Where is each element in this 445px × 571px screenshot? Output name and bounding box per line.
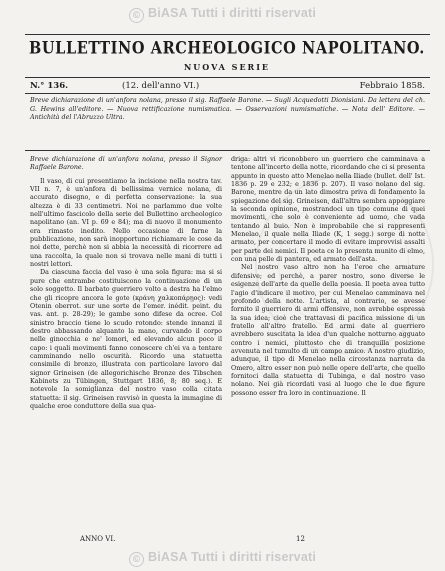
watermark-bottom: [0, 550, 445, 567]
issue-year: (12. dell'anno VI.): [122, 81, 200, 91]
watermark-top: [0, 6, 445, 23]
paragraph: Da ciascuna faccia del vaso è una sola figura: ma si si pure che entrambe costituiscono la continuazione di un solo soggetto. Il barbato guerriero volto a destra ha l'elmo che gli ricopre ancora le gote (κράνη χαλκοπάρῃος): vedi Otenin oberrot. sur une sorte de l'emer. inédit. peint. du vas. ant. p. 28-29); le gambe sono difese da ocree. Col sinistro braccio tiene lo scudo rotondo: stende innanzi il destro abbassando alquanto la mano, curvando il corpo nelle ginocchia e ne' lomori, ed elevando alcun poco il capo: i quali movimenti fanno conoscere ch'ei va a tentare camminando nello oscurità. Ricordo una statuetta consimile di bronzo, illustrata con particolare lavoro dal signor Grineisen (de allegorichische Bronze des Tibschen Kabinets zu Tübingen, Stuttgart 1836, 8; 80 seq.). E notevole la somiglianza del nostro vaso colla citata statuetta: il sig. Grineisen ravvisò in questa la immagine di qualche eroe conduttore della sua qua-: [30, 269, 222, 410]
copyright-icon: ©: [129, 8, 144, 23]
paragraph: Il vaso, di cui presentiamo la incisione nella nostra tav. VII n. 7, è un'anfora di bellissima vernice nolana, di accurato disegno, e di perfetta conservazione: la sua altezza è di 33 centimetri. Noi ne parlammo due volte nell'ultimo fascicolo della serie del Bullettino archeologico napolitano (an. VI p. 69 e 84); ma di nuovo il monumento era rimasto inedito. Nello occasione di farne la pubblicazione, non sarà inopportuno richiamare le cose da noi dette, perchè non si abbia la necessità di ricorrere ad una raccolta, la quale non si trovava nelle mani di tutti i nostri lettori.: [30, 177, 222, 269]
issue-line: [30, 81, 425, 91]
watermark-bottom-text: BiASA Tutti i diritti riservati: [147, 550, 317, 564]
issue-number: N.° 136.: [30, 81, 69, 91]
page-title: BULLETTINO ARCHEOLOGICO NAPOLITANO.: [29, 38, 425, 59]
issue-date: Febbraio 1858.: [359, 81, 425, 91]
paragraph: Nel nostro vaso altro non ha l'eroe che armature difensive; ed perchè, a parer nostro, sono diverse le esigenze dell'arte da quelle della poesia. Il poeta avea tutto l'agio d'indicare il motivo, per cui Menelao camminava nel profondo della notte. L'artista, al contrario, se avesse fornito il guerriero di armi offensive, non avrebbe espressa la sua idea; cioè che trattavasi di pacifica missione di un fratello all'altro fratello. Ed armi date al guerriero avrebbero suscitata la idea d'un qualche notturno agguato contro i nemici, piuttosto che di tranquilla posizione avvenuta nel tumulto di un campo amico. A nostro giudizio, adunque, il tipo di Menelao nella circostanza narrata da Omero, altro esser non può nelle opere dell'arte, che quello fornitoci dalla statuetta di Tubinga, e dal nostro vaso nolano. Nei già ricordati vasi al luogo che le due figure possono esser fra loro in continuazione. Il: [231, 264, 425, 397]
footer-volume: ANNO VI.: [80, 535, 116, 543]
contents-summary: Breve dichiarazione di un'anfora nolana, presso il sig. Raffaele Barone. — Sugli Acquedotti Dionisiani. Da lettera del ch. G. Hewins all'editore. — Nuova rettificazione numismatica. — Osservazioni numismatiche. — Nota dell' Editore. — Antichità del l'Abruzzo Ultra.: [30, 96, 425, 122]
article-heading: Breve dichiarazione di un'anfora nolana, presso il Signor Raffaele Barone.: [30, 156, 222, 172]
header-top-rule: [25, 34, 430, 35]
summary-top-rule: [25, 93, 430, 94]
header-mid-rule: [25, 77, 430, 78]
copyright-icon: ©: [129, 552, 144, 567]
right-column: [231, 156, 425, 398]
left-column: [30, 156, 222, 411]
watermark-top-text: BiASA Tutti i diritti riservati: [147, 6, 317, 20]
page-subtitle: NUOVA SERIE: [183, 62, 271, 72]
summary-bottom-rule: [25, 150, 430, 151]
footer-signature: 12: [296, 535, 305, 543]
paragraph: driga: altri vi riconobbero un guerriero che camminava a tentone all'incerto della notte, ricordando che ci si presenta appunto in questo atto Menelao nella Iliade (bullet. dell' Ist. 1836 p. 29 e 232; e 1836 p. 207). Il vaso nolano del sig. Barone, mentre da un lato dimostra priva di fondamento la spiegazione del sig. Grineisen, dall'altra sembra appoggiare la seconda opinione, mostrandoci un tipo comune di quei movimenti, che solo è conveniente ad uomo, che vada tentando al buio. Non è improbabile che si rappresenti Menelao, il quale nella Iliade (K, 1 segg.) sorge di notte armato, per concertare il modo di evitare improvvisi assalti per parte dei nemici. Il poeta ce lo presenta munito di elmo, con una pelle di pantera, ed armato dell'asta.: [231, 156, 425, 264]
